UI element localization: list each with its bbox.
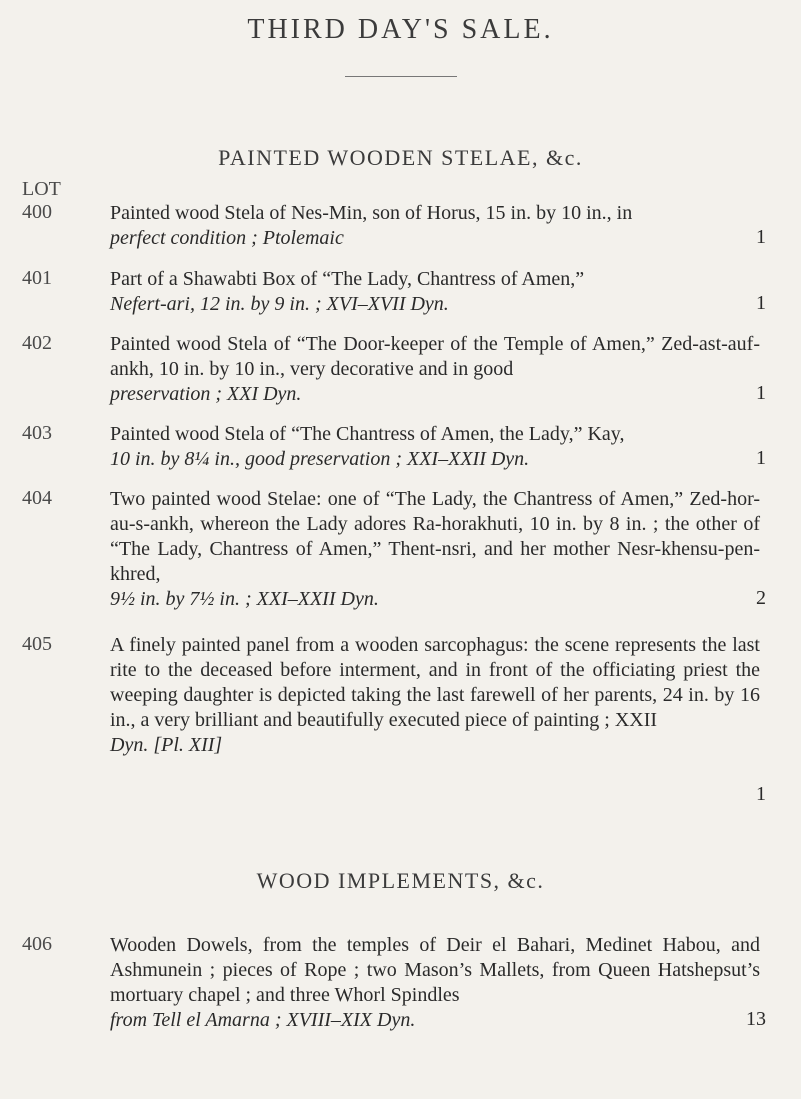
- lot-number: 404: [22, 487, 52, 509]
- lot-text-italic: from Tell el Amarna ; XVIII–XIX Dyn.: [110, 1009, 416, 1031]
- lot-text-italic: 9½ in. by 7½ in. ; XXI–XXII Dyn.: [110, 588, 379, 610]
- lot-text-italic: Dyn. [Pl. XII]: [110, 734, 223, 756]
- lot-number: 401: [22, 267, 52, 289]
- lot-label: LOT: [22, 178, 61, 200]
- lot-number: 406: [22, 933, 52, 955]
- lot-text: A finely painted panel from a wooden sarcophagus: the scene represents the last rite to the deceased before interment, and in front of the officiating priest the weeping daughter is depicted taking the last farewell of her parents, 24 in. by 16 in., a very brilliant and beautifully executed piece of painting ; XXII: [110, 634, 760, 731]
- lot-number: 403: [22, 422, 52, 444]
- lot-description: [110, 267, 760, 317]
- section-heading-implements: WOOD IMPLEMENTS, &c.: [256, 868, 545, 893]
- lot-description: [110, 332, 760, 407]
- lot-text: Painted wood Stela of “The Chantress of Amen, the Lady,” Kay,: [110, 423, 625, 445]
- lot-number: 400: [22, 201, 52, 223]
- title-rule: [345, 76, 457, 77]
- section-heading-stelae: PAINTED WOODEN STELAE, &c.: [218, 145, 583, 170]
- lot-text: Wooden Dowels, from the temples of Deir el Bahari, Medinet Habou, and Ashmunein ; pieces of Rope ; two Mason’s Mallets, from Queen Hatshepsut’s mortuary chapel ; and three Whorl Spindles: [110, 934, 760, 1006]
- lot-text: Painted wood Stela of Nes-Min, son of Horus, 15 in. by 10 in., in: [110, 202, 633, 224]
- lot-text-italic: Nefert-ari, 12 in. by 9 in. ; XVI–XVII Dyn.: [110, 293, 449, 315]
- lot-quantity: 13: [746, 1008, 766, 1030]
- lot-text: Two painted wood Stelae: one of “The Lady, the Chantress of Amen,” Zed-hor-au-s-ankh, whereon the Lady adores Ra-horakhuti, 10 in. by 8 in. ; the other of “The Lady, Chantress of Amen,” Thent-nsri, and her mother Nesr-khensu-pen-khred,: [110, 488, 760, 585]
- lot-text-italic: preservation ; XXI Dyn.: [110, 383, 302, 405]
- lot-quantity: 1: [756, 292, 766, 314]
- lot-quantity: 1: [756, 226, 766, 248]
- lot-text: Part of a Shawabti Box of “The Lady, Chantress of Amen,”: [110, 268, 585, 290]
- lot-number: 402: [22, 332, 52, 354]
- lot-column-header: [22, 177, 61, 201]
- lot-number: 405: [22, 633, 52, 655]
- lot-quantity: 1: [756, 783, 766, 805]
- lot-description: [110, 933, 760, 1033]
- lot-description: [110, 487, 760, 612]
- lot-quantity: 2: [756, 587, 766, 609]
- page-title: THIRD DAY'S SALE.: [247, 14, 554, 45]
- lot-quantity: 1: [756, 447, 766, 469]
- lot-text-italic: 10 in. by 8¼ in., good preservation ; XXI–XXII Dyn.: [110, 448, 530, 470]
- lot-description: [110, 422, 760, 472]
- lot-text: Painted wood Stela of “The Door-keeper of the Temple of Amen,” Zed-ast-auf-ankh, 10 in. by 10 in., very decorative and in good: [110, 333, 760, 380]
- lot-text-italic: perfect condition ; Ptolemaic: [110, 227, 344, 249]
- lot-description: [110, 201, 760, 251]
- lot-quantity: 1: [756, 382, 766, 404]
- lot-description: [110, 633, 760, 758]
